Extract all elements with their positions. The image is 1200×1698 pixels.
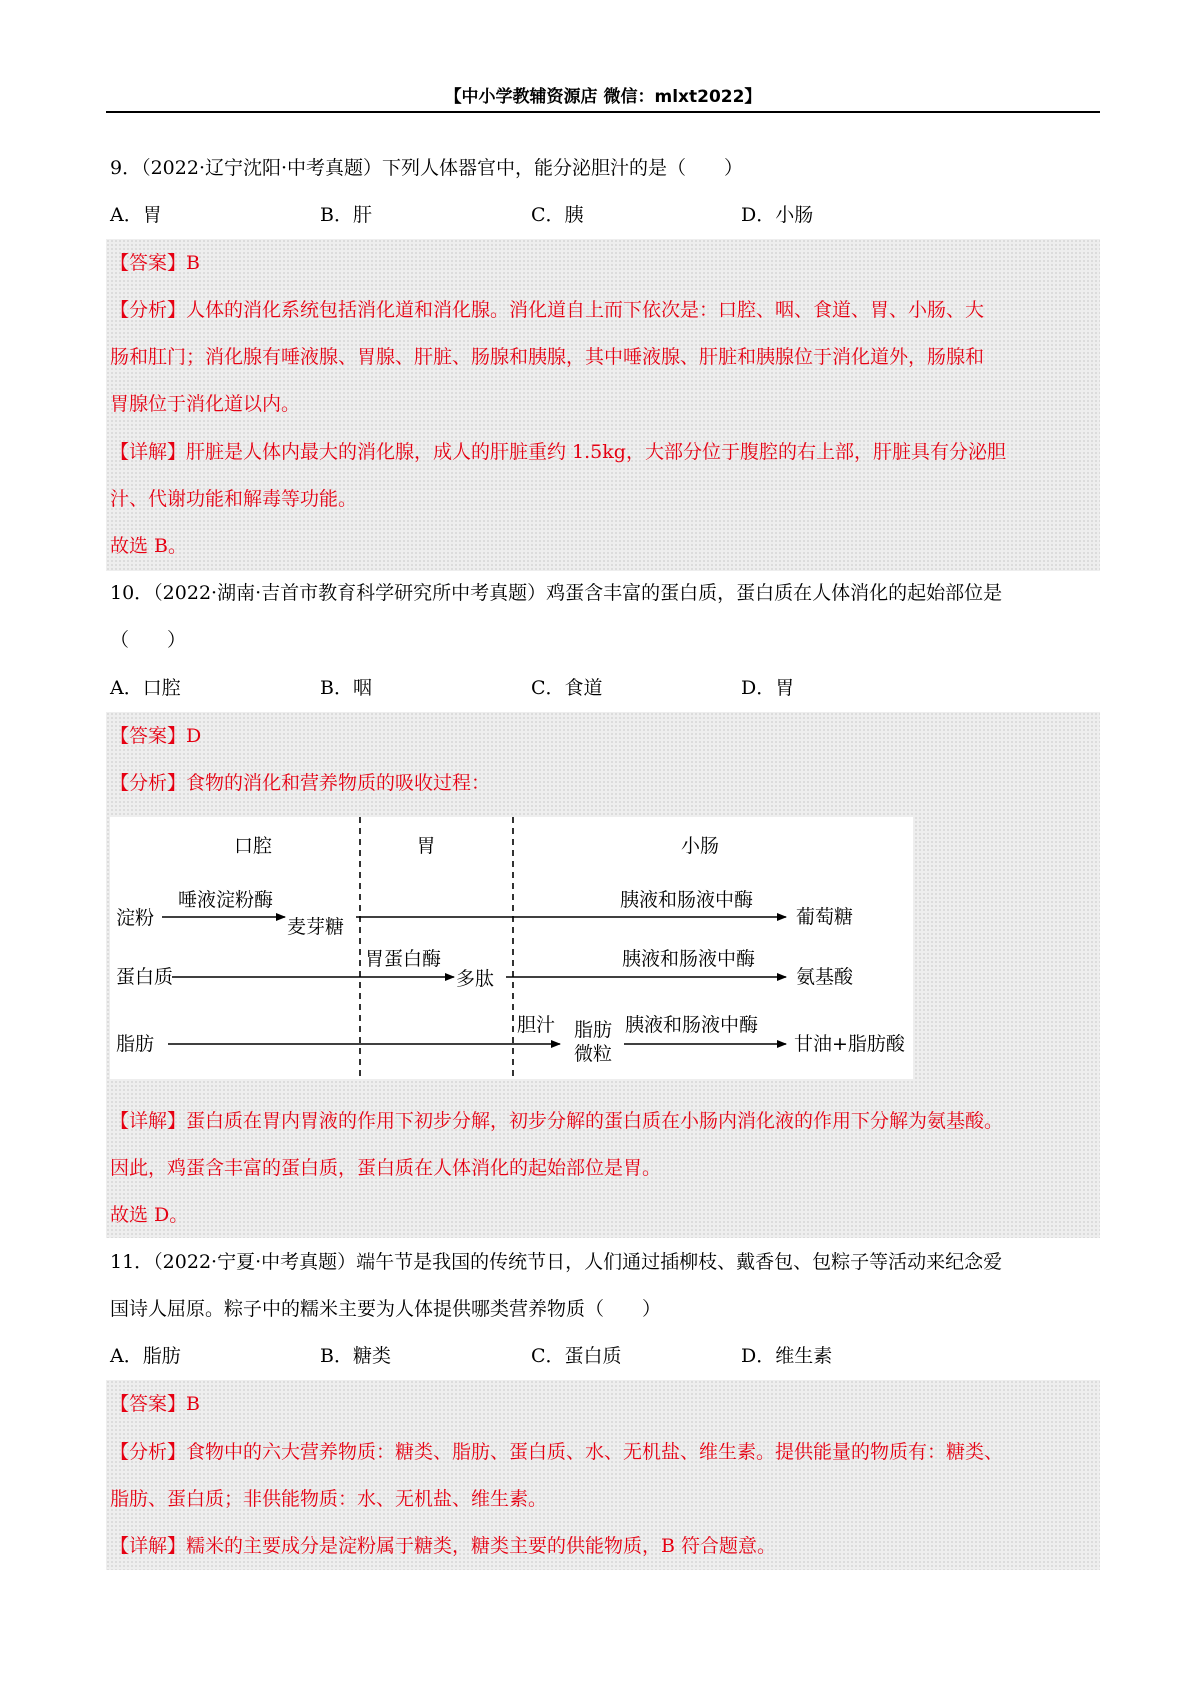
q10-option-a: A．口腔 — [110, 677, 181, 699]
row-starch-product: 葡萄糖 — [796, 906, 854, 928]
region-intestine-label: 小肠 — [680, 835, 720, 857]
q10-answer — [110, 725, 201, 747]
q9-option-a: A．胃 — [110, 204, 162, 226]
row-starch-enzyme1: 唾液淀粉酶 — [178, 889, 274, 911]
q11-stem-line-1: 11．（2022·宁夏·中考真题）端午节是我国的传统节日，人们通过插柳枝、戴香包、包粽子等活动来纪念爱 — [110, 1251, 1003, 1273]
q11-analysis-line-1 — [110, 1441, 1003, 1463]
q10-option-d: D．胃 — [741, 677, 795, 699]
answer-label: 【答案】 — [110, 1393, 187, 1415]
q11-answer — [110, 1393, 200, 1415]
row-fat-mid-line-1: 脂肪 — [574, 1019, 613, 1041]
q9-analysis-line-3: 胃腺位于消化道以内。 — [110, 393, 301, 415]
q9-option-b: B．肝 — [320, 204, 372, 226]
detail-text: 糯米的主要成分是淀粉属于糖类，糖类主要的供能物质，B 符合题意。 — [186, 1535, 777, 1557]
detail-text: 蛋白质在胃内胃液的作用下初步分解，初步分解的蛋白质在小肠内消化液的作用下分解为氨基酸。 — [186, 1110, 1004, 1132]
digestion-diagram — [110, 817, 913, 1079]
detail-label: 【详解】 — [110, 1535, 187, 1557]
analysis-text: 食物中的六大营养物质：糖类、脂肪、蛋白质、水、无机盐、维生素。提供能量的物质有：糖类、 — [186, 1441, 1004, 1463]
q10-stem-line-2: （ ） — [110, 629, 187, 651]
q10-detail-line-2: 因此，鸡蛋含丰富的蛋白质，蛋白质在人体消化的起始部位是胃。 — [110, 1157, 662, 1179]
diagram-background — [110, 817, 913, 1079]
q11-option-a: A．脂肪 — [110, 1345, 181, 1367]
q9-option-c: C．胰 — [531, 204, 584, 226]
q10-option-b: B．咽 — [320, 677, 372, 699]
q9-detail-line-2: 汁、代谢功能和解毒等功能。 — [110, 488, 358, 510]
q11-analysis-line-2: 脂肪、蛋白质；非供能物质：水、无机盐、维生素。 — [110, 1488, 548, 1510]
q9-stem: 9．（2022·辽宁沈阳·中考真题）下列人体器官中，能分泌胆汁的是（ ） — [110, 157, 744, 179]
q9-detail-line-1 — [110, 441, 1006, 463]
q9-analysis-line-2: 肠和肛门；消化腺有唾液腺、胃腺、肝脏、肠腺和胰腺，其中唾液腺、肝脏和胰腺位于消化道外，肠腺和 — [110, 346, 985, 368]
detail-label: 【详解】 — [110, 1110, 187, 1132]
q9-option-d: D．小肠 — [741, 204, 814, 226]
row-starch-enzyme2: 胰液和肠液中酶 — [620, 889, 754, 911]
q9-conclusion: 故选 B。 — [110, 535, 188, 557]
answer-value: B — [186, 1393, 200, 1415]
page-header: 【中小学教辅资源店 微信：mlxt2022】 — [444, 87, 762, 107]
row-protein-enzyme1: 胃蛋白酶 — [365, 948, 442, 970]
q9-answer — [110, 252, 200, 274]
analysis-label: 【分析】 — [110, 299, 187, 321]
q11-detail — [110, 1535, 776, 1557]
q10-stem-line-1: 10．（2022·湖南·吉首市教育科学研究所中考真题）鸡蛋含丰富的蛋白质，蛋白质在人体消化的起始部位是 — [110, 582, 1003, 604]
q10-option-c: C．食道 — [531, 677, 603, 699]
region-stomach-label: 胃 — [416, 835, 436, 857]
answer-label: 【答案】 — [110, 252, 187, 274]
row-protein-enzyme2: 胰液和肠液中酶 — [622, 948, 756, 970]
analysis-text: 食物的消化和营养物质的吸收过程： — [186, 772, 491, 794]
q11-option-c: C．蛋白质 — [531, 1345, 622, 1367]
row-protein-product: 氨基酸 — [796, 966, 854, 988]
row-starch-name: 淀粉 — [116, 907, 155, 929]
q10-detail-line-1 — [110, 1110, 1003, 1132]
q9-analysis-line-1 — [110, 299, 984, 321]
detail-text: 肝脏是人体内最大的消化腺，成人的肝脏重约 1.5kg，大部分位于腹腔的右上部，肝脏具有分泌胆 — [186, 441, 1006, 463]
row-protein-name: 蛋白质 — [116, 966, 174, 988]
q11-stem-line-2: 国诗人屈原。粽子中的糯米主要为人体提供哪类营养物质（ ） — [110, 1298, 662, 1320]
q11-option-d: D．维生素 — [741, 1345, 833, 1367]
row-fat-product: 甘油+脂肪酸 — [794, 1033, 905, 1055]
analysis-text: 人体的消化系统包括消化道和消化腺。消化道自上而下依次是：口腔、咽、食道、胃、小肠、大 — [186, 299, 985, 321]
row-fat-mid-line-2: 微粒 — [574, 1043, 613, 1065]
answer-value: D — [186, 725, 202, 747]
row-protein-mid: 多肽 — [456, 968, 495, 990]
detail-label: 【详解】 — [110, 441, 187, 463]
q10-analysis — [110, 772, 490, 794]
row-fat-enzyme1: 胆汁 — [517, 1014, 556, 1036]
row-starch-mid: 麦芽糖 — [287, 916, 345, 938]
answer-value: B — [186, 252, 200, 274]
region-mouth-label: 口腔 — [233, 835, 273, 857]
row-fat-enzyme2: 胰液和肠液中酶 — [625, 1014, 759, 1036]
analysis-label: 【分析】 — [110, 1441, 187, 1463]
answer-label: 【答案】 — [110, 725, 187, 747]
q10-conclusion: 故选 D。 — [110, 1204, 189, 1226]
row-fat-name: 脂肪 — [116, 1033, 155, 1055]
q11-option-b: B．糖类 — [320, 1345, 391, 1367]
header-rule — [106, 111, 1100, 113]
analysis-label: 【分析】 — [110, 772, 187, 794]
